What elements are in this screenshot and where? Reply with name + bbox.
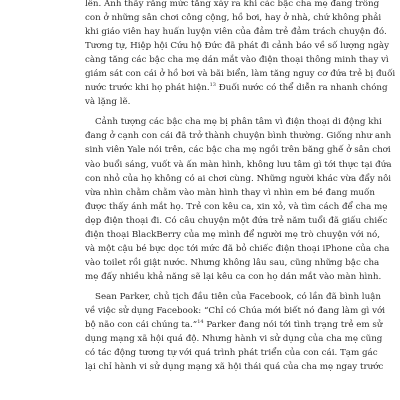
text-line: lên. Anh thấy rằng mức tăng xảy ra khi các bậc cha mẹ đang trông bbox=[85, 0, 380, 9]
body-text bbox=[85, 0, 396, 374]
text-line: con ở những sân chơi công cộng, hồ bơi, hay ở nhà, chứ không phải bbox=[85, 13, 382, 24]
text-segment: nước trước khi họ phát hiện. bbox=[85, 83, 210, 94]
text-line: về việc sử dụng Facebook: “Chỉ có Chúa mới biết nó đang làm gì với bbox=[85, 305, 385, 316]
text-segment: bộ não con cái chúng ta.” bbox=[85, 320, 198, 331]
text-line: được thấy ánh mắt họ. Trẻ con kêu ca, xin xỏ, và tìm cách để cha mẹ bbox=[85, 201, 388, 212]
text-segment: Đuối nước có thể diễn ra nhanh chóng bbox=[215, 83, 388, 94]
text-line: và lặng lẽ. bbox=[85, 97, 131, 108]
text-line: có tác động tương tự với quá trình phát triển của con cái. Tạm gác bbox=[85, 348, 378, 359]
text-line: càng tăng các bậc cha mẹ dán mắt vào điện thoại thông minh thay vì bbox=[85, 55, 389, 66]
text-line: Sean Parker, chủ tịch đầu tiên của Facebook, có lần đã bình luận bbox=[95, 291, 381, 302]
footnote-marker: 13 bbox=[209, 82, 216, 89]
text-line: và một cậu bé bực dọc tới mức đã bỏ chiếc điện thoại iPhone của cha bbox=[85, 243, 390, 254]
text-line: giám sát con cái ở hồ bơi và bãi biển, làm tăng nguy cơ đứa trẻ bị đuối bbox=[85, 69, 396, 80]
paragraph-1 bbox=[85, 0, 396, 109]
text-line: vào buổi sáng, vuốt và ấn màn hình, không lưu tâm gì tới thực tại đứa bbox=[85, 159, 392, 170]
footnote-marker: 14 bbox=[197, 319, 204, 326]
text-line: con nhỏ của họ không có ai chơi cùng. Những người khác vừa đẩy nôi bbox=[85, 173, 392, 184]
text-line: sinh viên Yale nói trên, các bậc cha mẹ ngồi trên băng ghế ở sân chơi bbox=[85, 145, 391, 156]
paragraph-2 bbox=[85, 115, 392, 284]
text-line: khi giáo viên hay huấn luyện viên của đảm trẻ đảm trách chuyện đó. bbox=[85, 27, 387, 38]
text-line: đang ở cạnh con cái đã trở thành chuyện bình thường. Giống như anh bbox=[85, 131, 392, 142]
text-line: Tương tự, Hiệp hội Cứu hộ Đức đã phát đi cảnh báo về số lượng ngày bbox=[85, 41, 389, 52]
text-line: vào toilet rồi giật nước. Nhưng không lâu sau, cũng những bậc cha bbox=[85, 257, 380, 268]
text-line-with-note bbox=[85, 81, 388, 95]
text-line: điện thoại BlackBerry của mẹ mình để người mẹ trò chuyện với nó, bbox=[85, 229, 381, 240]
text-line: lại chỉ hành vi sử dụng mạng xã hội thái quá của cha mẹ ngay trước bbox=[85, 362, 384, 373]
text-line: mẹ đấy nhiều khả năng sẽ lại kêu ca con họ dán mắt vào màn hình. bbox=[85, 271, 382, 282]
text-line: Cảnh tượng các bậc cha mẹ bị phân tâm vì điện thoại di động khi bbox=[95, 117, 382, 128]
text-line: dụng mạng xã hội quá độ. Nhưng hành vi sử dụng của cha mẹ cũng bbox=[85, 334, 383, 345]
paragraph-3 bbox=[85, 290, 385, 374]
text-line: vừa nhìn chằm chằm vào màn hình thay vì nhìn em bé đang muốn bbox=[85, 187, 375, 198]
text-line-with-note bbox=[85, 318, 383, 332]
text-segment: Parker đang nói tới tình trạng trẻ em sử bbox=[203, 320, 383, 331]
text-line: dẹp điện thoại đi. Có câu chuyện một đứa trẻ năm tuổi đã giấu chiếc bbox=[85, 215, 388, 226]
